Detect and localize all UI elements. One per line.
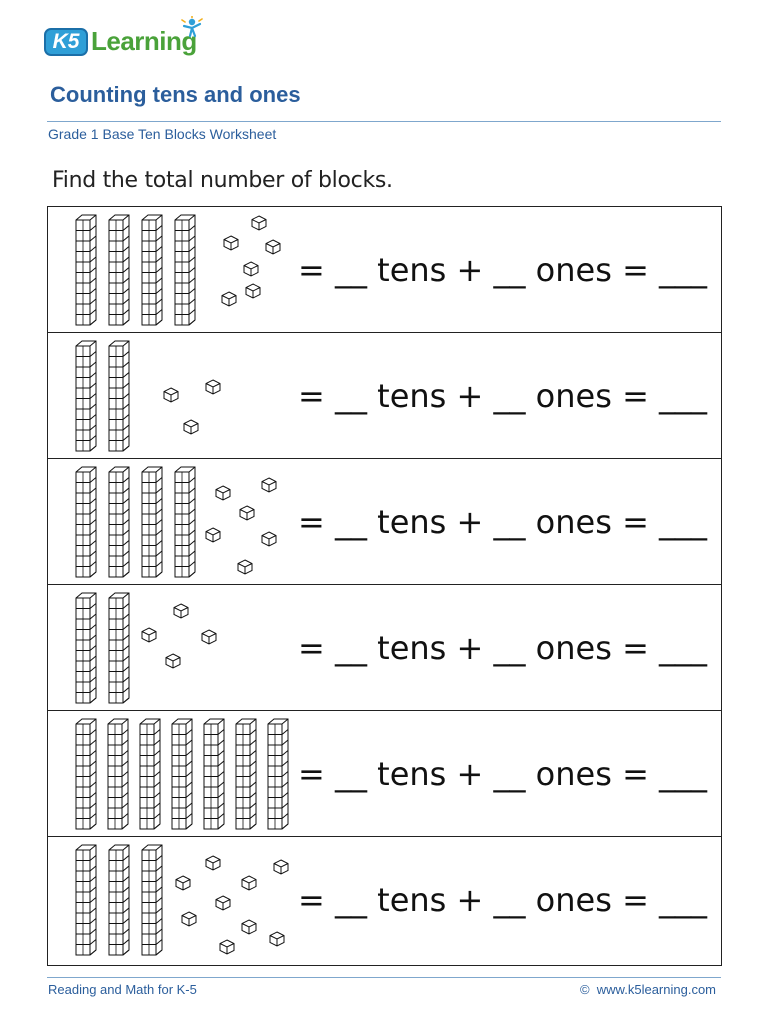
title-divider bbox=[47, 121, 721, 122]
one-cube bbox=[242, 876, 256, 890]
problem-row bbox=[48, 585, 721, 711]
one-cube bbox=[262, 532, 276, 546]
one-cube bbox=[246, 284, 260, 298]
one-cube bbox=[270, 932, 284, 946]
logo-wordmark: Learning bbox=[91, 26, 197, 56]
problem-table bbox=[47, 206, 722, 966]
one-cube bbox=[202, 630, 216, 644]
ten-rod bbox=[142, 215, 162, 325]
one-cube bbox=[142, 628, 156, 642]
footer-copyright bbox=[580, 982, 716, 997]
one-cube bbox=[216, 896, 230, 910]
ten-rod bbox=[175, 215, 195, 325]
one-cube bbox=[274, 860, 288, 874]
instructions: Find the total number of blocks. bbox=[52, 168, 393, 193]
one-cube bbox=[206, 856, 220, 870]
ten-rod bbox=[76, 719, 96, 829]
page-title: Counting tens and ones bbox=[50, 82, 301, 107]
problem-row bbox=[48, 837, 721, 963]
base-ten-blocks bbox=[48, 711, 298, 837]
ten-rod bbox=[109, 215, 129, 325]
one-cube bbox=[266, 240, 280, 254]
one-cube bbox=[238, 560, 252, 574]
logo-badge-text: K5 bbox=[52, 30, 80, 53]
one-cube bbox=[164, 388, 178, 402]
ten-rod bbox=[268, 719, 288, 829]
one-cube bbox=[252, 216, 266, 230]
person-icon bbox=[180, 16, 204, 38]
ten-rod bbox=[109, 341, 129, 451]
ten-rod bbox=[236, 719, 256, 829]
base-ten-blocks bbox=[48, 333, 298, 459]
one-cube bbox=[222, 292, 236, 306]
ten-rod bbox=[204, 719, 224, 829]
one-cube bbox=[220, 940, 234, 954]
ten-rod bbox=[142, 467, 162, 577]
ten-rod bbox=[175, 467, 195, 577]
base-ten-blocks bbox=[48, 837, 298, 963]
one-cube bbox=[206, 380, 220, 394]
footer-website[interactable]: www.k5learning.com bbox=[596, 982, 716, 997]
one-cube bbox=[242, 920, 256, 934]
answer-equation[interactable]: = __ tens + __ ones = ___ bbox=[298, 881, 708, 919]
ten-rod bbox=[76, 215, 96, 325]
page-subtitle: Grade 1 Base Ten Blocks Worksheet bbox=[48, 126, 277, 142]
one-cube bbox=[184, 420, 198, 434]
ten-rod bbox=[76, 593, 96, 703]
footer-tagline: Reading and Math for K-5 bbox=[48, 982, 197, 997]
answer-equation[interactable]: = __ tens + __ ones = ___ bbox=[298, 629, 708, 667]
base-ten-blocks bbox=[48, 585, 298, 711]
copyright-symbol: © bbox=[579, 982, 590, 997]
answer-equation[interactable]: = __ tens + __ ones = ___ bbox=[298, 503, 708, 541]
base-ten-blocks bbox=[48, 459, 298, 585]
ten-rod bbox=[109, 467, 129, 577]
ten-rod bbox=[108, 719, 128, 829]
ten-rod bbox=[140, 719, 160, 829]
ten-rod bbox=[109, 845, 129, 955]
ten-rod bbox=[76, 341, 96, 451]
one-cube bbox=[216, 486, 230, 500]
problem-row bbox=[48, 459, 721, 585]
one-cube bbox=[262, 478, 276, 492]
one-cube bbox=[240, 506, 254, 520]
one-cube bbox=[206, 528, 220, 542]
ten-rod bbox=[76, 845, 96, 955]
one-cube bbox=[182, 912, 196, 926]
ten-rod bbox=[109, 593, 129, 703]
one-cube bbox=[166, 654, 180, 668]
base-ten-blocks bbox=[48, 207, 298, 333]
one-cube bbox=[244, 262, 258, 276]
ten-rod bbox=[142, 845, 162, 955]
one-cube bbox=[176, 876, 190, 890]
k5-learning-logo bbox=[44, 16, 214, 60]
answer-equation[interactable]: = __ tens + __ ones = ___ bbox=[298, 251, 708, 289]
answer-equation[interactable]: = __ tens + __ ones = ___ bbox=[298, 755, 708, 793]
answer-equation[interactable]: = __ tens + __ ones = ___ bbox=[298, 377, 708, 415]
problem-row bbox=[48, 207, 721, 333]
one-cube bbox=[224, 236, 238, 250]
problem-row bbox=[48, 333, 721, 459]
one-cube bbox=[174, 604, 188, 618]
ten-rod bbox=[76, 467, 96, 577]
footer-divider bbox=[47, 977, 721, 978]
problem-row bbox=[48, 711, 721, 837]
ten-rod bbox=[172, 719, 192, 829]
